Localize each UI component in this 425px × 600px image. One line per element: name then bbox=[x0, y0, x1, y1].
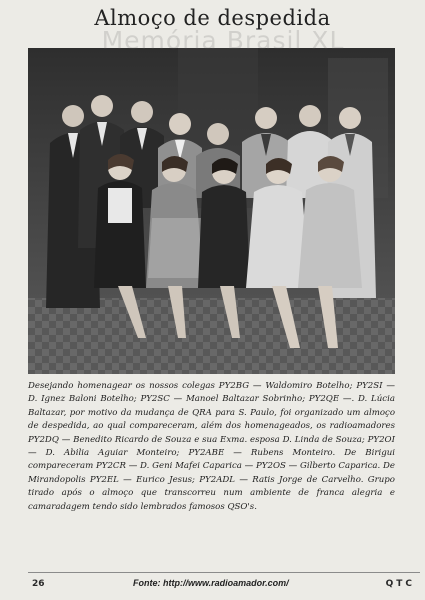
footer-divider bbox=[28, 572, 420, 573]
group-photo bbox=[28, 48, 395, 374]
photo-caption: Desejando homenagear os nossos colegas PY2BG — Waldomiro Botelho; PY2SI — D. Ignez Baloni Botelho; PY2SC — Manoel Baltazar Sobrinho; PY2QE —. D. Lúcia Baltazar, por motivo da mudança de QRA para S. Paulo, foi organizado um almoço de despedida, ao qual compareceram, além dos homenageados, os radioamadores PY2DQ — Benedito Ricardo de Souza e sua Exma. esposa D. Linda de Souza; PY2OI — D. Abilia Aguiar Monteiro; PY2ABE — Rubens Monteiro. De Birigui compareceram PY2CR — D. Geni Mafei Caparica — PY2OS — Gilberto Caparica. De Mirandopolis PY2EL — Eurico Jesus; PY2ADL — Ratis Jorge de Carvelho. Grupo tirado após o almoço que transcorreu num ambiente de franca alegria e camaradagem tendo sido lembrados famosos QSO's. bbox=[28, 381, 395, 512]
group-photo-image bbox=[28, 48, 395, 374]
source-credit: Fonte: http://www.radioamador.com/ bbox=[133, 578, 289, 588]
page-number: 26 bbox=[32, 579, 45, 589]
journal-name: QTC bbox=[385, 579, 415, 589]
page-title: Almoço de despedida bbox=[94, 6, 331, 30]
watermark: Memória Brasil XL bbox=[101, 26, 345, 55]
